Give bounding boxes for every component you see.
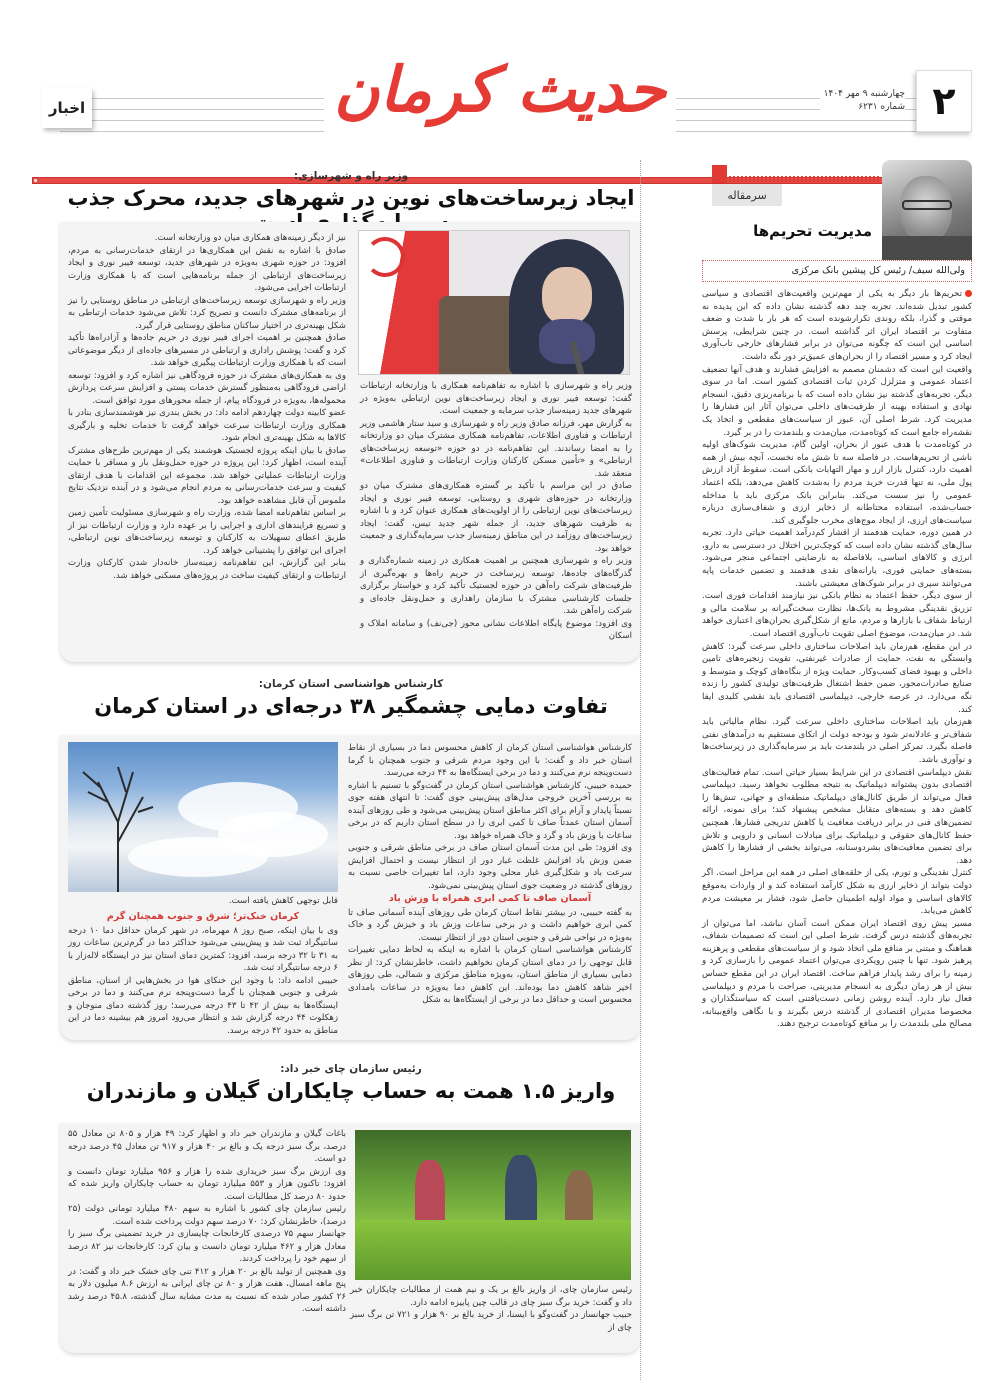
article-column-left: نیز از دیگر زمینه‌های همکاری میان دو وزارتخانه است. صادق با اشاره به نقش این همکاری‌ها در ارتقای خدمات‌رسانی به مردم، افزود: در حوزه شهری به‌ویژه در شهرهای جدید، توسعه فیبر نوری و ایجاد زیرساخت‌های ارتباطی از جمله برنامه‌هایی است که با همکاری وزارت ارتباطات اجرایی می‌شود. وزیر راه و شهرسازی توسعه زیرساخت‌های ارتباطی در مناطق روستایی را نیز از برنامه‌های مشترک دانست و تصریح کرد: تلاش می‌شود خدمات ارتباطی به شکل بهینه‌تری در اختیار ساکنان مناطق روستایی قرار گیرد. صادق همچنین بر اهمیت اجرای فیبر نوری در حریم جاده‌ها و آزادراه‌ها تأکید کرد و گفت: پوشش راداری و ارتباطی در مسیرهای جاده‌ای از دیگر موضوعاتی است که با همکاری وزارت ارتباطات پیگیری خواهد شد. وی به همکاری‌های مشترک در حوزه فرودگاهی نیز اشاره کرد و افزود: توسعه اراضی فرودگاهی به‌منظور گسترش خدمات پستی و افزایش سرعت پردازش محموله‌ها، به‌ویژه در فرودگاه پیام، از جمله محورهای مورد توافق است. عضو کابینه دولت چهاردهم ادامه داد: در بخش بندری نیز هوشمندسازی بنادر با همکاری وزارت ارتباطات سرعت خواهد گرفت تا خدمات تخلیه و بارگیری کالاها به شکل بهینه‌تری انجام شود. صادق با بیان اینکه پروژه لجستیک هوشمند یکی از مهم‌ترین طرح‌های مشترک آینده است، اظهار کرد: این پروژه در حوزه حمل‌ونقل بار و مسافر با حمایت وزارت ارتباطات عملیاتی خواهد شد. مجموعه این اقدامات با هدف ارتقای کیفیت و سرعت خدمات‌رسانی به مردم انجام می‌شود و در آینده نزدیک نتایج ملموس آن قابل مشاهده خواهد بود. بر اساس تفاهم‌نامه امضا شده، وزارت راه و شهرسازی مسئولیت تأمین زمین و تسریع فرایندهای اداری و اجرایی را بر عهده دارد و وزارت ارتباطات نیز از طریق اعطای تسهیلات به کارکنان و توسعه زیرساخت‌های نوین ارتباطی، اجرای این توافق را پشتیبانی خواهد کرد. بنابر این گزارش، این تفاهم‌نامه زمینه‌ساز خانه‌دار شدن کارکنان وزارت ارتباطات و ارتقای کیفیت ساخت در پروژه‌های مسکنی خواهد شد.: [68, 233, 346, 581]
tea-pickers-photo: [355, 1130, 631, 1280]
article-column-left: باغات گیلان و مازندران خبر داد و اظهار کرد: ۴۹ هزار و ۸۰۵ تن معادل ۵۵ درصد، برگ سبز درجه یک و بالغ بر ۴۰ هزار و ۹۱۷ تن معادل ۴۵ درصد درجه دو است. وی ارزش برگ سبز خریداری شده را هزار و ۹۵۶ میلیارد تومان دانست و افزود: تاکنون هزار و ۵۵۳ میلیارد تومان به حساب چایکاران واریز شده که حدود ۸۰ درصد کل مطالبات است. رئیس سازمان چای کشور با اشاره به سهم ۴۸۰ میلیارد تومانی دولت (۲۵ درصد)، خاطرنشان کرد: ۷۰ درصد سهم دولت پرداخت شده است. جهانساز سهم ۷۵ درصدی کارخانجات چایسازی در خرید تضمینی برگ سبز را معادل هزار و ۴۶۲ میلیارد تومان دانست و بیان کرد: کارخانجات نیز ۸۲ درصد از سهم خود را پرداخت کردند. وی همچنین از تولید بالغ بر ۲۰ هزار و ۴۱۲ تنی چای خشک خبر داد و گفت: در پنج ماهه امسال، هفت هزار و ۸۰ تن چای ایرانی به ارزش ۸.۶ میلیون دلار به ۲۶ کشور صادر شده که نسبت به مدت مشابه سال گذشته، ۴۵.۸ درصد رشد داشته است.: [68, 1129, 347, 1314]
editorial-paragraph: هم‌زمان باید اصلاحات ساختاری داخلی سرعت گیرد. نظام مالیاتی باید شفاف‌تر و عادلانه‌تر شود و بودجه دولت از اتکای مستقیم به درآمدهای نفتی فاصله بگیرد. تمرکز اصلی در بلندمدت باید بر سرمایه‌گذاری در زیرساخت‌ها و نوآوری باشد.: [702, 717, 972, 765]
editorial-paragraph: در این مقطع، هم‌زمان باید اصلاحات ساختاری داخلی سرعت گیرد: کاهش وابستگی به نفت، حمایت از صادرات غیرنفتی، تقویت زنجیره‌های تامین داخلی و بهبود فضای کسب‌وکار. حمایت ویژه از بنگاه‌های کوچک و متوسط و صنایع صادرات‌محور، ضمن حفظ اشتغال ظرفیت‌های تولیدی کشور را زنده نگه می‌دارد. در عرصه خارجی، دیپلماسی اقتصادی باید نقشی کلیدی ایفا کند.: [702, 641, 972, 715]
editorial-paragraph: تحریم‌ها بار دیگر به یکی از مهم‌ترین واقعیت‌های اقتصادی و سیاسی کشور تبدیل شده‌اند. تجربه چند دهه گذشته نشان داده که این پدیده نه موقتی و گذرا، بلکه روندی تکرارشونده است که هر بار با شدت و ضعف متفاوت بر اقتصاد ایران اثر گذاشته است. در چنین شرایطی، پرسش اساسی این است که چگونه می‌توان در برابر فشارهای خارجی تاب‌آوری ایجاد کرد و مسیر اقتصاد را از بحران‌های عمیق‌تر دور نگه داشت.: [702, 289, 972, 362]
editorial-paragraph: در کوتاه‌مدت با هدف عبور از بحران، اولین گام، مدیریت شوک‌های اولیه ناشی از تحریم‌هاست. در فاصله سه تا شش ماه نخست، آنچه بیش از همه اهمیت دارد، کنترل بازار ارز و مهار التهابات بانکی است. سقوط آزاد ارزش پول ملی، نه تنها قدرت خرید مردم را به‌شدت کاهش می‌دهد، بلکه اعتماد عمومی را نیز سست می‌کند. بنابراین بانک مرکزی باید با مداخله حساب‌شده، استفاده محتاطانه از ذخایر ارزی و شفاف‌سازی درباره سیاست‌های ارزی، از ایجاد موج‌های مخرب جلوگیری کند.: [702, 440, 972, 526]
minister-photo: [358, 230, 630, 375]
red-dashed-rule: [725, 176, 880, 182]
photo-caption: قابل توجهی کاهش یافته است.: [228, 896, 338, 906]
editorial-paragraph: واقعیت این است که دشمنان مصمم به افزایش فشارند و هدف آنها تضعیف اعتماد عمومی و متزلزل کردن ثبات اقتصادی کشور است. اما در سوی دیگر، تجربه‌های گذشته نیز نشان داده است که با برنامه‌ریزی دقیق، انسجام نهادی و استفاده بهینه از ظرفیت‌های داخلی می‌توان آثار این فشارها را مدیریت کرد. شرط اصلی آن، عبور از سیاست‌های مقطعی و اتخاذ یک نقشه‌راه جامع است که کوتاه‌مدت، میان‌مدت و بلندمدت را در بر گیرد.: [702, 364, 972, 438]
editorial-title: مدیریت تحریم‌ها: [753, 222, 872, 240]
editorial-column: [650, 160, 972, 1380]
editorial-paragraph: از سوی دیگر، حفظ اعتماد به نظام بانکی نیز نیازمند اقدامات فوری است. تزریق نقدینگی مشروط به بانک‌ها، نظارت سخت‌گیرانه بر سلامت مالی و ارتباط شفاف با بازارها و مردم، مانع از شکل‌گیری بحران‌های اعتباری خواهد شد. در میان‌مدت، موضوع اصلی تقویت تاب‌آوری اقتصاد است.: [702, 591, 972, 640]
editorial-paragraph: مسیر پیش روی اقتصاد ایران ممکن است آسان نباشد، اما می‌توان از تجربه‌های گذشته درس گرفت. شرط اصلی این است که تصمیمات شفاف، هماهنگ و مبتنی بر منافع ملی اتخاذ شود و از سیاست‌های مقطعی و پرهزینه پرهیز شود. تنها با چنین رویکردی می‌توان اعتماد عمومی را بازسازی کرد و زمینه را برای رشد پایدار فراهم ساخت. اقتصاد ایران در این مقطع حساس بیش از هر زمان دیگری به انسجام مدیریتی، صراحت با مردم و دیپلماسی فعال نیاز دارد. آینده روشن زمانی دست‌یافتنی است که سیاستگذاران و مخصوصا مدیران اقتصادی از گذشته درس بگیرند و با نگاهی واقع‌بینانه، مصالح ملی بلندمدت را بر منافع کوتاه‌مدت ترجیح دهند.: [702, 918, 972, 1030]
column-dotted-divider: [640, 160, 641, 1380]
article-headline: واریز ۱.۵ همت به حساب چایکاران گیلان و مازندران: [86, 1079, 616, 1103]
bare-tree-icon: [78, 762, 158, 892]
article-column-right: کارشناس هواشناسی استان کرمان از کاهش محسوس دما در بسیاری از نقاط استان خبر داد و گفت: با این وجود مردم شرقی و جنوب همچنان با گرما دست‌وپنجه نرم می‌کنند و دما در برخی ایستگاه‌ها به ۴۴ درجه می‌رسد. حمیده حبیبی، کارشناس هواشناسی استان کرمان در گفت‌وگو با تسنیم با اشاره به بررسی آخرین خروجی مدل‌های پیش‌بینی جوی گفت: تا انتهای هفته جوی نسبتاً پایدار و آرام برای اکثر مناطق استان پیش‌بینی می‌شود و طی روزهای آینده آسمان استان عمدتاً صاف تا کمی ابری را در سطح استان داریم که در برخی ساعات با وزش باد و گرد و خاک همراه خواهد بود. وی افزود: طی این مدت آسمان استان صاف در برخی مناطق شرقی و جنوبی ضمن وزش باد افزایش غلظت غبار دور از انتظار نیست و احتمال افزایش سرعت باد و شکل‌گیری غبار محلی وجود دارد، اما تغییرات خاصی نسبت به روزهای گذشته در وضعیت جوی استان پیش‌بینی نمی‌شود. آسمان صاف تا کمی ابری همراه با وزش باد به گفته حبیبی، در بیشتر نقاط استان کرمان طی روزهای آینده آسمانی صاف تا کمی ابری خواهیم داشت و در برخی ساعات وزش باد و خیزش گرد و خاک به‌ویژه در نواحی شرقی و جنوبی استان دور از انتظار نیست. کارشناس هواشناسی استان کرمان با اشاره به اینکه به لحاظ دمایی تغییرات قابل توجهی را در دمای استان کرمان نخواهیم داشت، خاطرنشان کرد: از نظر دمایی بسیاری از مناطق استان، به‌ویژه مناطق مرکزی و شمالی، طی روزهای اخیر شاهد کاهش دما بوده‌اند. این کاهش دما به‌ویژه در ساعات بامدادی محسوس است و حداقل دما در برخی از ایستگاه‌ها به شکل: [348, 743, 632, 1005]
editorial-paragraph: نقش دیپلماسی اقتصادی در این شرایط بسیار حیاتی است. تمام فعالیت‌های اقتصادی بدون پشتوانه دیپلماتیک به نتیجه مطلوب نخواهد رسید. دیپلماسی فعال می‌تواند از طریق کانال‌های دیپلماتیک منطقه‌ای و جهانی، تنش‌ها را کاهش دهد و بسته‌های متقابل مشخص پیشنهاد کند؛ برای نمونه، ارائه تضمین‌های فنی در برابر دریافت معافیت یا کاهش تدریجی فشارها. همچنین حفظ کانال‌های حقوقی و دیپلماتیک برای مبادلات انسانی و دارویی و تلاش برای تضمین معافیت‌های بشردوستانه، می‌تواند بخشی از فشارها را کاهش دهد.: [702, 767, 972, 866]
masthead: [0, 40, 1000, 160]
issue-info: [820, 88, 905, 114]
article-column-right: وزیر راه و شهرسازی با اشاره به تفاهم‌نامه همکاری با وزارتخانه ارتباطات گفت: توسعه فیبر نوری و ایجاد زیرساخت‌های نوین ارتباطی به‌ویژه در شهرهای جدید زمینه‌ساز جذب سرمایه و جمعیت است. به گزارش مهر، فرزانه صادق وزیر راه و شهرسازی و سید ستار هاشمی وزیر ارتباطات و فناوری اطلاعات، تفاهم‌نامه همکاری مشترک میان دو وزارتخانه را به امضا رساندند. این تفاهم‌نامه در دو حوزه «توسعه زیرساخت‌های ارتباطی» و «تأمین مسکن کارکنان وزارت ارتباطات و فناوری اطلاعات» منعقد شد. صادق در این مراسم با تأکید بر گستره همکاری‌های مشترک میان دو وزارتخانه در حوزه‌های شهری و روستایی، توسعه فیبر نوری و ایجاد زیرساخت‌های نوین ارتباطی را از اولویت‌های همکاری عنوان کرد و با اشاره به ظرفیت شهرهای جدید، از جمله شهر جدید تیس، گفت: ایجاد زیرساخت‌های روزآمد در این مناطق زمینه‌ساز جذب سرمایه‌گذاری و جمعیت خواهد بود. وزیر راه و شهرسازی همچنین بر اهمیت همکاری در زمینه شماره‌گذاری و گذرگاه‌های جاده‌ها، توسعه زیرساخت در حریم راه‌ها و بهره‌گیری از ظرفیت‌های شرکت راه‌آهن در حوزه لجستیک تأکید کرد و خواستار برگزاری جلسات کارشناسی مشترک با سازمان راهداری و حمل‌ونقل جاده‌ای و شرکت راه‌آهن شد. وی افزود: موضوع پایگاه اطلاعات نشانی محور (جی‌نف) و سامانه املاک و اسکان: [360, 381, 632, 641]
newspaper-logo: حدیث کرمان: [324, 40, 676, 140]
editorial-kicker: سرمقاله: [712, 184, 782, 206]
editorial-byline: ولی‌الله سیف/ رئیس کل پیشین بانک مرکزی: [702, 260, 972, 282]
article-kicker: وزیر راه و شهرسازی:: [293, 170, 409, 182]
article-column-left: کرمان خنک‌تر؛ شرق و جنوب همچنان گرم وی با بیان اینکه، صبح روز ۸ مهرماه، در شهر کرمان حداقل دما ۱۰ درجه سانتیگراد ثبت شد و پیش‌بینی می‌شود حداکثر دما در گرم‌ترین ساعات روز به ۳۱ تا ۳۲ درجه برسد، افزود: کمترین دمای استان نیز در ایستگاه لاله‌زار با ۶ درجه سانتیگراد ثبت شد. حبیبی ادامه داد: با وجود این خنکای هوا در بخش‌هایی از استان، مناطق شرقی و جنوبی همچنان با گرما دست‌وپنجه نرم می‌کنند و دما در برخی ایستگاه‌ها به بیش از ۴۲ تا ۴۳ درجه می‌رسد؛ روز گذشته دمای منوجان و زهکلوت ۴۴ درجه گزارش شد و انتظار می‌رود امروز هم بیشینه دما در این مناطق به حدود ۴۲ درجه برسد.: [68, 911, 338, 1036]
author-photo: [882, 160, 972, 260]
editorial-header: [687, 160, 972, 280]
article-kicker: کارشناس هواشناسی استان کرمان:: [258, 678, 444, 690]
article-subhead: آسمان صاف تا کمی ابری همراه با وزش باد: [388, 893, 592, 904]
article-column-right: رئیس سازمان چای، از واریز بالغ بر یک و نیم همت از مطالبات چایکاران خبر داد و گفت: خرید برگ سبز چای در قالب چین پاییزه ادامه دارد. حبیب جهانساز در گفت‌وگو با ایسنا، از خرید بالغ بر ۹۰ هزار و ۷۲۱ تن برگ سبز چای از: [350, 1285, 632, 1333]
issue-date: چهارشنبه ۹ مهر ۱۴۰۴: [823, 89, 905, 99]
article-header: [60, 678, 642, 718]
article-headline: تفاوت دمایی چشمگیر ۳۸ درجه‌ای در استان کرمان: [94, 694, 608, 718]
sky-photo: [68, 742, 338, 892]
editorial-paragraph: کنترل نقدینگی و تورم، یکی از حلقه‌های اصلی در همه این مراحل است. اگر دولت بتواند از ذخایر ارزی به شکل کارآمد استفاده کند و از واردات به‌موقع کالاهای اساسی و مواد اولیه اطمینان حاصل شود، فشار بر معیشت مردم کاهش می‌یابد.: [702, 868, 972, 917]
section-tab: اخبار: [42, 88, 92, 128]
red-bullet-icon: [965, 290, 972, 297]
page-number-box: [916, 70, 972, 132]
iran-flag: [359, 231, 449, 375]
page-number: ۲: [932, 79, 956, 123]
issue-number: شماره ۶۲۳۱: [858, 102, 905, 112]
article-headline: ایجاد زیرساخت‌های نوین در شهرهای جدید، محرک جذب: [67, 186, 635, 210]
article-header: [60, 1063, 642, 1103]
article-subhead: کرمان خنک‌تر؛ شرق و جنوب همچنان گرم: [106, 911, 300, 922]
editorial-paragraph: در همین دوره، حمایت هدفمند از اقشار کم‌درآمد اهمیت حیاتی دارد. تجربه سال‌های گذشته نشان داده است که کوچک‌ترین اختلال در دسترسی به دارو، انرژی و کالاهای اساسی، بلافاصله به نارضایتی اجتماعی منجر می‌شود. بسته‌های حمایتی فوری، یارانه‌های نقدی هدفمند و تضمین خدمات پایه می‌توانند سپری در برابر شوک‌های معیشتی باشند.: [702, 528, 972, 589]
article-kicker: رئیس سازمان چای خبر داد:: [280, 1063, 422, 1075]
editorial-body: [702, 288, 972, 1031]
